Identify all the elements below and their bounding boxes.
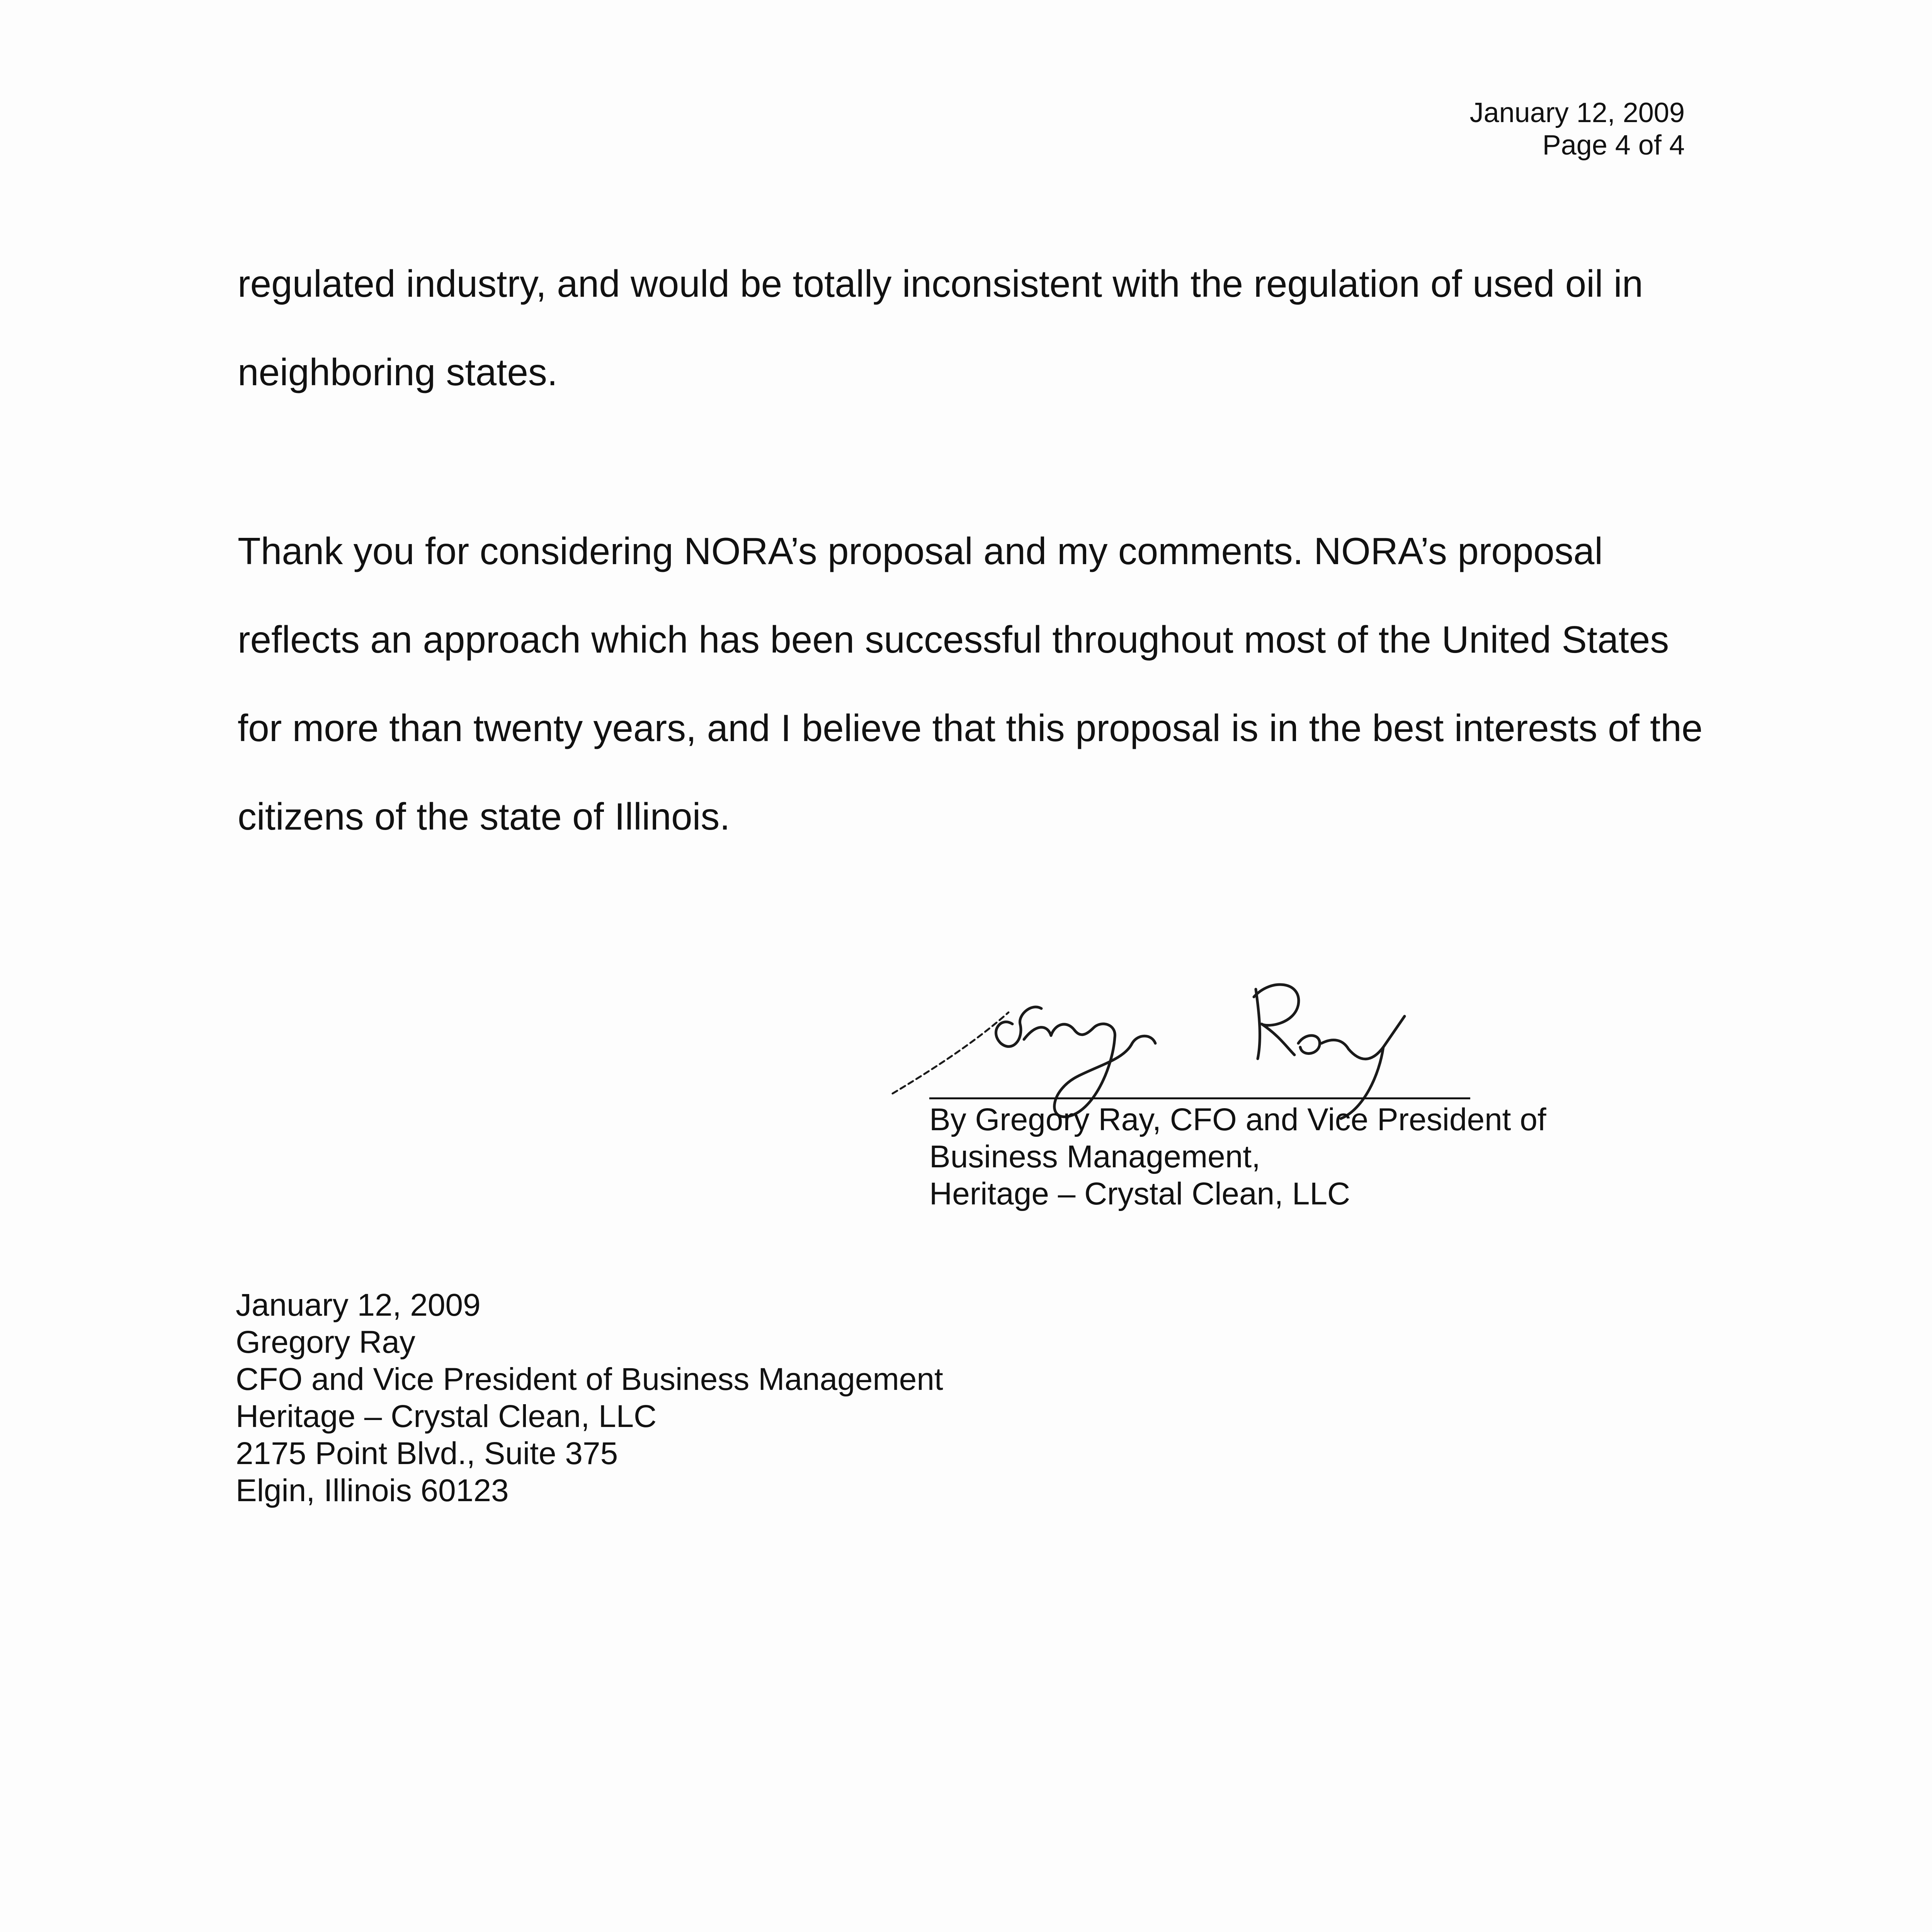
- address-street: 2175 Point Blvd., Suite 375: [236, 1436, 618, 1471]
- signature-block: [929, 1101, 1546, 1213]
- header-date: January 12, 2009: [1469, 97, 1685, 128]
- signature-line: [929, 1097, 1470, 1099]
- paragraph-line: citizens of the state of Illinois.: [238, 795, 730, 838]
- paragraph-line: Thank you for considering NORA’s proposal and my comments. NORA’s proposal: [238, 530, 1603, 572]
- signer-line: Heritage – Crystal Clean, LLC: [929, 1176, 1350, 1211]
- paragraph-closing-argument: [238, 240, 1745, 417]
- address-title: CFO and Vice President of Business Management: [236, 1362, 943, 1397]
- header-page-number: Page 4 of 4: [1542, 130, 1685, 161]
- signer-line: Business Management,: [929, 1139, 1260, 1174]
- address-name: Gregory Ray: [236, 1325, 415, 1360]
- paragraph-line: regulated industry, and would be totally inconsistent with the regulation of used oil in: [238, 262, 1643, 305]
- paragraph-line: reflects an approach which has been successful throughout most of the United States: [238, 618, 1669, 661]
- paragraph-line: for more than twenty years, and I believe that this proposal is in the best interests of the: [238, 707, 1703, 749]
- address-company: Heritage – Crystal Clean, LLC: [236, 1399, 657, 1434]
- signer-line: By Gregory Ray, CFO and Vice President of: [929, 1102, 1546, 1137]
- sender-address-block: [236, 1287, 943, 1509]
- paragraph-thank-you: [238, 507, 1745, 861]
- address-city: Elgin, Illinois 60123: [236, 1473, 509, 1508]
- address-date: January 12, 2009: [236, 1287, 481, 1323]
- paragraph-line: neighboring states.: [238, 351, 558, 393]
- page-header: [1470, 97, 1685, 162]
